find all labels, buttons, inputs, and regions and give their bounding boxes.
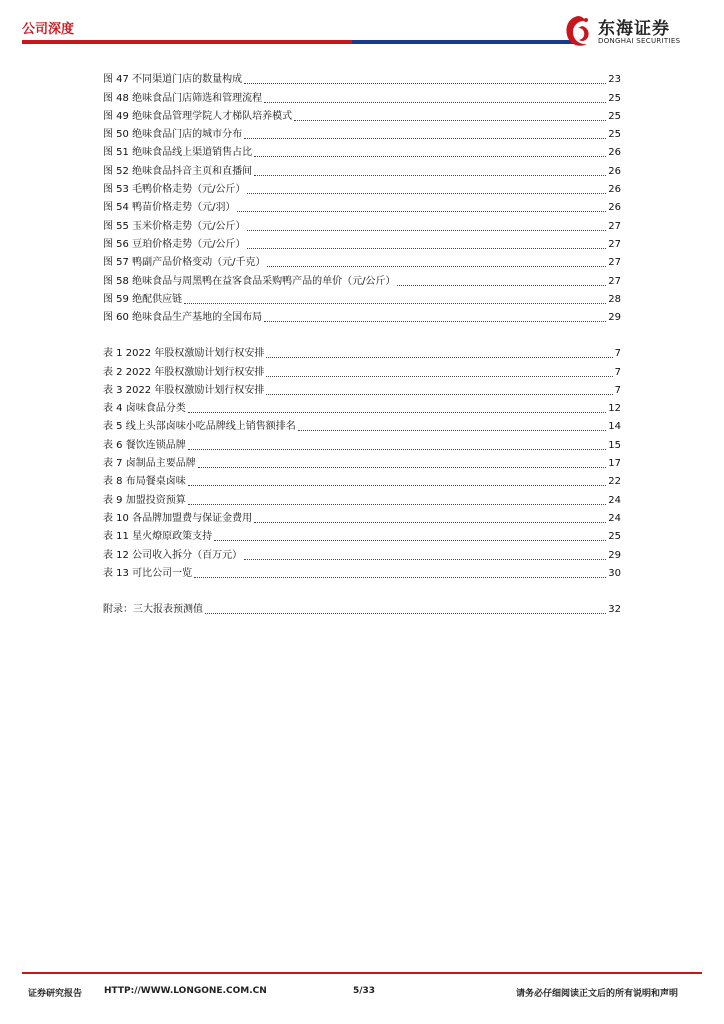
figure-entry-page: 27	[608, 220, 621, 232]
figure-entry[interactable]	[103, 69, 621, 87]
table-entry[interactable]	[103, 563, 621, 581]
figure-entry-page: 26	[608, 165, 621, 177]
figure-entry-title: 图 48 绝味食品门店筛选和管理流程	[103, 92, 263, 104]
dot-leader	[184, 302, 606, 304]
table-entry-title: 表 11 星火燎原政策支持	[103, 531, 213, 543]
footer-divider	[22, 972, 702, 974]
brand-name-en: DONGHAI SECURITIES	[598, 37, 681, 45]
dot-leader	[244, 558, 606, 560]
table-entry-title: 表 1 2022 年股权激励计划行权安排	[103, 348, 265, 360]
figure-entry-title: 图 51 绝味食品线上渠道销售占比	[103, 147, 253, 159]
footer-url[interactable]: HTTP://WWW.LONGONE.COM.CN	[104, 986, 267, 996]
dot-leader	[264, 101, 606, 103]
figure-entry[interactable]	[103, 179, 621, 197]
table-entry[interactable]	[103, 343, 621, 361]
table-entry[interactable]	[103, 361, 621, 379]
figure-entry-page: 27	[608, 257, 621, 269]
dot-leader	[267, 265, 606, 267]
dot-leader	[188, 448, 607, 450]
figure-entry-page: 26	[608, 147, 621, 159]
figure-entry[interactable]	[103, 160, 621, 178]
dot-leader	[294, 119, 606, 121]
dot-leader	[214, 539, 606, 541]
table-entry-title: 表 2 2022 年股权激励计划行权安排	[103, 366, 265, 378]
figure-entry[interactable]	[103, 124, 621, 142]
table-entry[interactable]	[103, 434, 621, 452]
report-type-label: 公司深度	[22, 22, 75, 37]
appendix-entry-title: 附录：三大报表预测值	[103, 604, 203, 616]
figure-entry[interactable]	[103, 215, 621, 233]
figure-entry-title: 图 47 不同渠道门店的数量构成	[103, 74, 243, 86]
dot-leader	[264, 320, 606, 322]
dot-leader	[397, 284, 606, 286]
table-entry[interactable]	[103, 453, 621, 471]
table-entry-page: 7	[614, 348, 621, 360]
figure-entry-page: 26	[608, 202, 621, 214]
appendix-index	[103, 599, 621, 617]
figure-entry-title: 图 57 鸭副产品价格变动（元/千克）	[103, 257, 266, 269]
figure-entry-title: 图 53 毛鸭价格走势（元/公斤）	[103, 184, 246, 196]
dot-leader	[198, 466, 607, 468]
table-entry[interactable]	[103, 526, 621, 544]
figure-entry[interactable]	[103, 289, 621, 307]
header-bar-red	[22, 40, 352, 44]
table-entry-page: 7	[614, 384, 621, 396]
figure-entry-page: 25	[608, 129, 621, 141]
figure-entry-title: 图 49 绝味食品管理学院人才梯队培养模式	[103, 110, 293, 122]
table-entry-title: 表 3 2022 年股权激励计划行权安排	[103, 384, 265, 396]
table-entry[interactable]	[103, 398, 621, 416]
footer-disclaimer: 请务必仔细阅读正文后的所有说明和声明	[516, 989, 679, 999]
dot-leader	[205, 612, 606, 614]
table-entry-page: 7	[614, 366, 621, 378]
table-entry-page: 12	[608, 403, 621, 415]
table-entry-page: 22	[608, 476, 621, 488]
figure-entry-title: 图 59 绝配供应链	[103, 293, 183, 305]
figure-entry-page: 27	[608, 238, 621, 250]
figure-entry-page: 25	[608, 92, 621, 104]
table-index	[103, 343, 621, 581]
footer-report-type: 证券研究报告	[28, 989, 83, 999]
figure-entry-title: 图 58 绝味食品与周黑鸭在益客食品采购鸭产品的单价（元/公斤）	[103, 275, 396, 287]
dot-leader	[188, 503, 607, 505]
figure-entry-title: 图 55 玉米价格走势（元/公斤）	[103, 220, 246, 232]
table-entry-title: 表 13 可比公司一览	[103, 567, 193, 579]
dot-leader	[244, 137, 606, 139]
table-entry-title: 表 9 加盟投资预算	[103, 494, 186, 506]
table-entry[interactable]	[103, 416, 621, 434]
table-entry-page: 24	[608, 512, 621, 524]
dot-leader	[244, 82, 606, 84]
dot-leader	[254, 521, 606, 523]
table-entry[interactable]	[103, 380, 621, 398]
dot-leader	[188, 411, 607, 413]
dot-leader	[298, 429, 607, 431]
dot-leader	[188, 484, 607, 486]
dot-leader	[247, 192, 606, 194]
dot-leader	[254, 155, 606, 157]
figure-entry-page: 29	[608, 312, 621, 324]
figure-entry-title: 图 50 绝味食品门店的城市分布	[103, 129, 243, 141]
table-entry[interactable]	[103, 489, 621, 507]
brand-name-cn: 东海证券	[598, 19, 670, 39]
dot-leader	[194, 576, 606, 578]
figure-index	[103, 69, 621, 325]
table-entry[interactable]	[103, 471, 621, 489]
table-entry-page: 25	[608, 531, 621, 543]
table-entry-page: 29	[608, 549, 621, 561]
dot-leader	[266, 393, 612, 395]
figure-entry-page: 23	[608, 74, 621, 86]
table-entry[interactable]	[103, 544, 621, 562]
figure-entry-page: 28	[608, 293, 621, 305]
figure-entry-title: 图 54 鸭苗价格走势（元/羽）	[103, 202, 236, 214]
figure-entry[interactable]	[103, 87, 621, 105]
figure-entry-page: 27	[608, 275, 621, 287]
appendix-entry[interactable]	[103, 599, 621, 617]
dot-leader	[254, 174, 606, 176]
dot-leader	[247, 229, 606, 231]
figure-entry-title: 图 56 豆珀价格走势（元/公斤）	[103, 238, 246, 250]
dot-leader	[266, 356, 612, 358]
table-entry-page: 24	[608, 494, 621, 506]
table-entry-title: 表 12 公司收入拆分（百万元）	[103, 549, 243, 561]
dot-leader	[247, 247, 606, 249]
company-logo	[560, 12, 710, 52]
page-number: 5/33	[353, 986, 376, 996]
figure-entry-title: 图 60 绝味食品生产基地的全国布局	[103, 312, 263, 324]
figure-entry[interactable]	[103, 106, 621, 124]
figure-entry-page: 26	[608, 184, 621, 196]
table-entry-title: 表 7 卤制品主要品牌	[103, 458, 196, 470]
dragon-logo-icon	[560, 12, 596, 52]
figure-entry-page: 25	[608, 110, 621, 122]
figure-entry[interactable]	[103, 142, 621, 160]
table-entry-page: 17	[608, 458, 621, 470]
header-bar-blue	[352, 40, 574, 44]
table-entry-title: 表 5 线上头部卤味小吃品牌线上销售额排名	[103, 421, 296, 433]
table-entry-page: 15	[608, 439, 621, 451]
table-entry[interactable]	[103, 508, 621, 526]
figure-entry[interactable]	[103, 270, 621, 288]
table-entry-title: 表 8 布局餐桌卤味	[103, 476, 186, 488]
table-entry-page: 14	[608, 421, 621, 433]
figure-entry[interactable]	[103, 234, 621, 252]
dot-leader	[266, 375, 612, 377]
table-entry-title: 表 10 各品牌加盟费与保证金费用	[103, 512, 253, 524]
appendix-entry-page: 32	[608, 604, 621, 616]
figure-entry[interactable]	[103, 307, 621, 325]
figure-entry-title: 图 52 绝味食品抖音主页和直播间	[103, 165, 253, 177]
dot-leader	[237, 210, 606, 212]
table-entry-title: 表 6 餐饮连锁品牌	[103, 439, 186, 451]
table-entry-title: 表 4 卤味食品分类	[103, 403, 186, 415]
table-entry-page: 30	[608, 567, 621, 579]
figure-entry[interactable]	[103, 197, 621, 215]
figure-entry[interactable]	[103, 252, 621, 270]
